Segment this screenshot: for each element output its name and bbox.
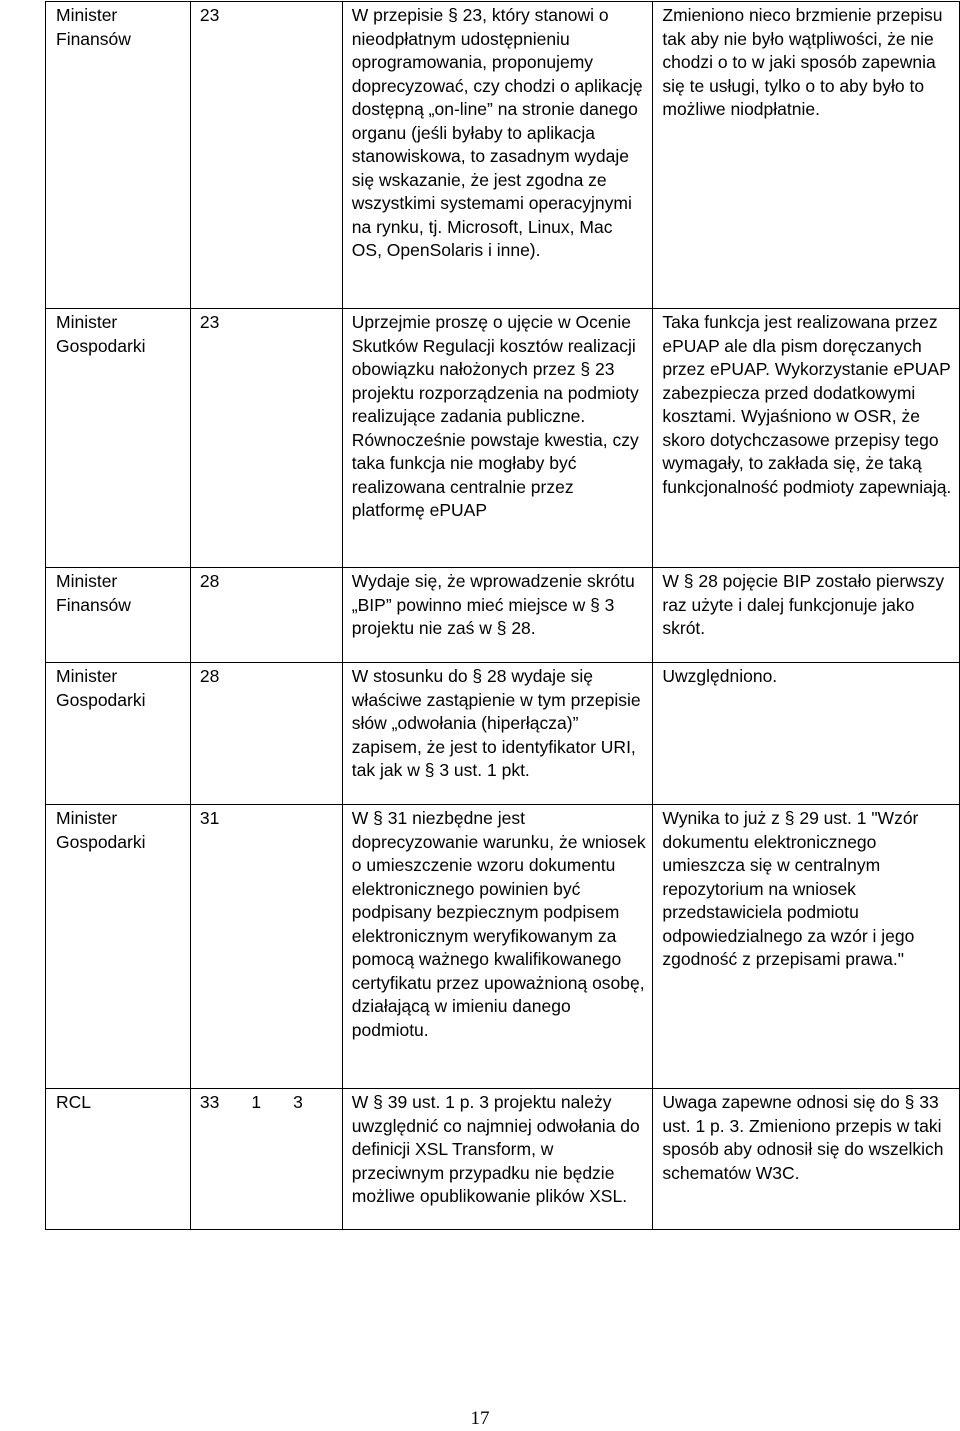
table-row [46,805,960,1089]
number-cell [190,2,342,309]
response-cell: W § 28 pojęcie BIP zostało pierwszy raz użyte i dalej funkcjonuje jako skrót. [653,568,960,663]
number-cell [190,805,342,1089]
author-cell: Minister Finansów [46,2,191,309]
number-cell [190,568,342,663]
comment-cell: W § 31 niezbędne jest doprecyzowanie warunku, że wniosek o umieszczenie wzoru dokumentu elektronicznego powinien być podpisany bezpiecznym podpisem elektronicznym weryfikowanym za pomocą ważnego kwalifikowanego certyfikatu przez upoważnioną osobę, działającą w imieniu danego podmiotu. [342,805,653,1089]
paragraph-point-number: 3 [293,1092,303,1112]
author-cell: RCL [46,1089,191,1230]
comment-cell: W stosunku do § 28 wydaje się właściwe zastąpienie w tym przepisie słów „odwołania (hiperłącza)” zapisem, że jest to identyfikator URI, tak jak w § 3 ust. 1 pkt. [342,663,653,805]
number-cell [190,309,342,568]
author-cell: Minister Gospodarki [46,805,191,1089]
remarks-table [45,1,960,1230]
table-row [46,309,960,568]
author-cell: Minister Finansów [46,568,191,663]
number-cell [190,663,342,805]
author-cell: Minister Gospodarki [46,663,191,805]
comment-cell: Wydaje się, że wprowadzenie skrótu „BIP” powinno mieć miejsce w § 3 projektu nie zaś w § 28. [342,568,653,663]
table-row [46,568,960,663]
response-cell: Uwaga zapewne odnosi się do § 33 ust. 1 p. 3. Zmieniono przepis w taki sposób aby odnosił się do wszelkich schematów W3C. [653,1089,960,1230]
comment-cell: W przepisie § 23, który stanowi o nieodpłatnym udostępnieniu oprogramowania, proponujemy doprecyzować, czy chodzi o aplikację dostępną „on-line” na stronie danego organu (jeśli byłaby to aplikacja stanowiskowa, to zasadnym wydaje się wskazanie, że jest zgodna ze wszystkimi systemami operacyjnymi na rynku, tj. Microsoft, Linux, Mac OS, OpenSolaris i inne). [342,2,653,309]
table-row [46,2,960,309]
response-cell: Uwzględniono. [653,663,960,805]
comment-cell: W § 39 ust. 1 p. 3 projektu należy uwzględnić co najmniej odwołania do definicji XSL Transform, w przeciwnym przypadku nie będzie możliwe opublikowanie plików XSL. [342,1089,653,1230]
paragraph-number: 33 [199,1092,220,1112]
paragraph-number: 28 [199,666,220,686]
paragraph-number: 28 [199,571,220,591]
table-row [46,1089,960,1230]
comment-cell: Uprzejmie proszę o ujęcie w Ocenie Skutków Regulacji kosztów realizacji obowiązku nałożonych przez § 23 projektu rozporządzenia na podmioty realizujące zadania publiczne. Równocześnie powstaje kwestia, czy taka funkcja nie mogłaby być realizowana centralnie przez platformę ePUAP [342,309,653,568]
author-cell: Minister Gospodarki [46,309,191,568]
response-cell: Wynika to już z § 29 ust. 1 "Wzór dokumentu elektronicznego umieszcza się w centralnym repozytorium na wniosek przedstawiciela podmiotu odpowiedzialnego za wzór i jego zgodność z przepisami prawa." [653,805,960,1089]
response-cell: Taka funkcja jest realizowana przez ePUAP ale dla pism doręczanych przez ePUAP. Wykorzystanie ePUAP zabezpiecza przed dodatkowymi kosztami. Wyjaśniono w OSR, że skoro dotychczasowe przepisy tego wymagały, to zakłada się, że taką funkcjonalność podmioty zapewniają. [653,309,960,568]
paragraph-number: 23 [199,312,220,332]
table-row [46,663,960,805]
paragraph-number: 23 [199,5,220,25]
page-number: 17 [470,1408,490,1429]
number-cell [190,1089,342,1230]
paragraph-number: 31 [199,808,220,828]
paragraph-subnumber: 1 [251,1092,262,1112]
response-cell: Zmieniono nieco brzmienie przepisu tak aby nie było wątpliwości, że nie chodzi o to w jaki sposób zapewnia się te usługi, tylko o to aby było to możliwe niodpłatnie. [653,2,960,309]
